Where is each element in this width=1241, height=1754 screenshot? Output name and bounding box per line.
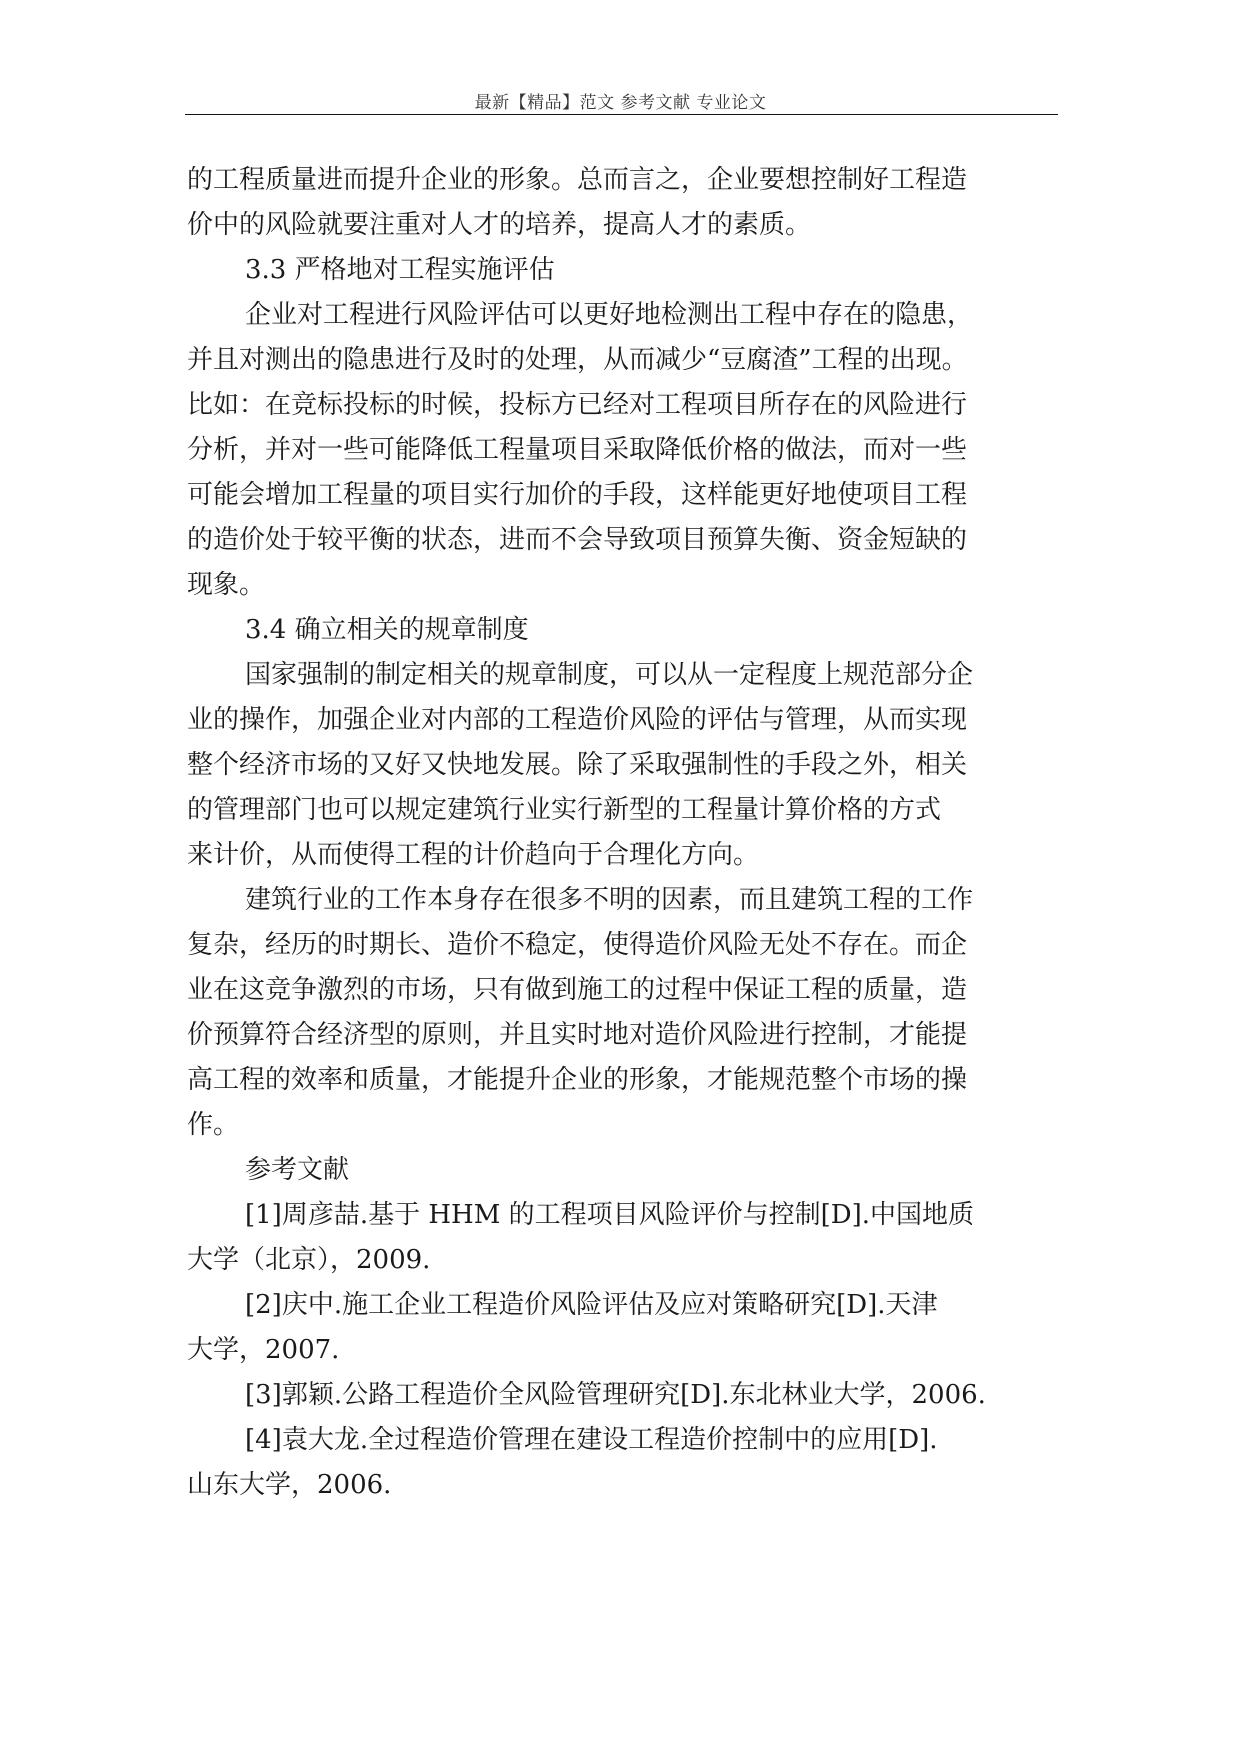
body-line: 业的操作，加强企业对内部的工程造价风险的评估与管理，从而实现	[187, 705, 968, 735]
reference-item: 山东大学，2006.	[187, 1470, 392, 1500]
body-line: 高工程的效率和质量，才能提升企业的形象，才能规范整个市场的操	[187, 1065, 968, 1095]
reference-item: [2]庆中.施工企业工程造价风险评估及应对策略研究[D].天津	[245, 1290, 938, 1320]
body-line: 建筑行业的工作本身存在很多不明的因素，而且建筑工程的工作	[245, 885, 974, 915]
body-line: 企业对工程进行风险评估可以更好地检测出工程中存在的隐患，	[245, 300, 974, 330]
body-line: 价预算符合经济型的原则，并且实时地对造价风险进行控制，才能提	[187, 1020, 968, 1050]
body-line: 价中的风险就要注重对人才的培养，提高人才的素质。	[187, 210, 812, 240]
body-line: 分析，并对一些可能降低工程量项目采取降低价格的做法，而对一些	[187, 435, 968, 465]
body-line: 来计价，从而使得工程的计价趋向于合理化方向。	[187, 840, 760, 870]
body-line: 整个经济市场的又好又快地发展。除了采取强制性的手段之外，相关	[187, 750, 968, 780]
reference-item: 大学（北京），2009.	[187, 1245, 431, 1275]
section-heading: 3.3 严格地对工程实施评估	[245, 255, 555, 285]
reference-item: [4]袁大龙.全过程造价管理在建设工程造价控制中的应用[D].	[245, 1425, 938, 1455]
section-heading: 3.4 确立相关的规章制度	[245, 615, 529, 645]
reference-item: [3]郭颖.公路工程造价全风险管理研究[D].东北林业大学，2006.	[245, 1380, 986, 1410]
reference-item: [1]周彦喆.基于 HHM 的工程项目风险评价与控制[D].中国地质	[245, 1200, 974, 1230]
body-line: 可能会增加工程量的项目实行加价的手段，这样能更好地使项目工程	[187, 480, 968, 510]
body-line: 的工程质量进而提升企业的形象。总而言之，企业要想控制好工程造	[187, 165, 968, 195]
body-line: 作。	[187, 1110, 240, 1140]
body-line: 现象。	[187, 570, 266, 600]
body-line: 的管理部门也可以规定建筑行业实行新型的工程量计算价格的方式	[187, 795, 942, 825]
page-header: 最新【精品】范文 参考文献 专业论文	[474, 93, 767, 113]
body-line: 国家强制的制定相关的规章制度，可以从一定程度上规范部分企	[245, 660, 974, 690]
body-line: 复杂，经历的时期长、造价不稳定，使得造价风险无处不存在。而企	[187, 930, 968, 960]
header-divider	[185, 114, 1058, 115]
body-line: 的造价处于较平衡的状态，进而不会导致项目预算失衡、资金短缺的	[187, 525, 968, 555]
reference-item: 大学，2007.	[187, 1335, 340, 1365]
references-heading: 参考文献	[245, 1155, 350, 1185]
body-line: 比如：在竞标投标的时候，投标方已经对工程项目所存在的风险进行	[187, 390, 968, 420]
body-line: 业在这竞争激烈的市场，只有做到施工的过程中保证工程的质量，造	[187, 975, 968, 1005]
body-line: 并且对测出的隐患进行及时的处理，从而减少“豆腐渣”工程的出现。	[187, 345, 968, 375]
